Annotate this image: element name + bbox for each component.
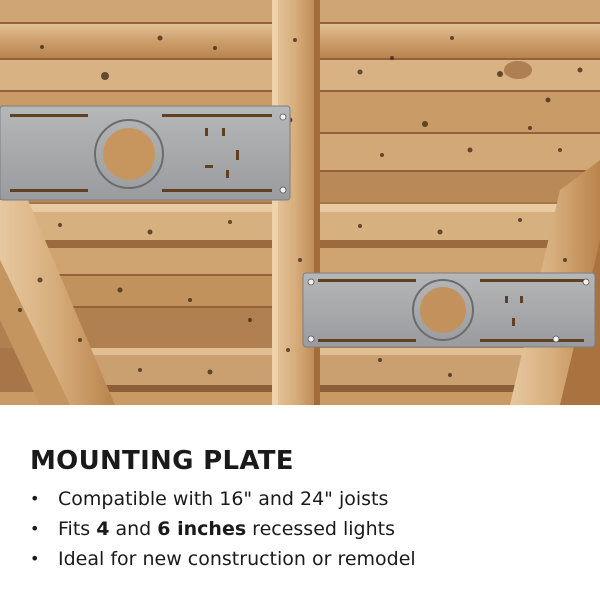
list-item [30,514,416,544]
list-item [30,484,416,514]
feature-text: Ideal for new construction or remodel [58,548,416,570]
feature-text: Compatible with 16" and 24" joists [58,488,389,510]
feature-text-post: recessed lights [246,518,395,540]
bullet-icon: • [30,519,40,538]
mounting-plate-image [0,106,290,200]
bullet-icon: • [30,549,40,568]
bullet-icon: • [30,489,40,508]
list-item [30,544,416,574]
feature-text-bold: 6 inches [157,518,247,540]
page-title: MOUNTING PLATE [30,446,294,476]
feature-text-mid: and [109,518,158,540]
feature-list [30,484,416,574]
feature-text-bold: 4 [96,518,110,540]
feature-text-pre: Fits [58,518,97,540]
